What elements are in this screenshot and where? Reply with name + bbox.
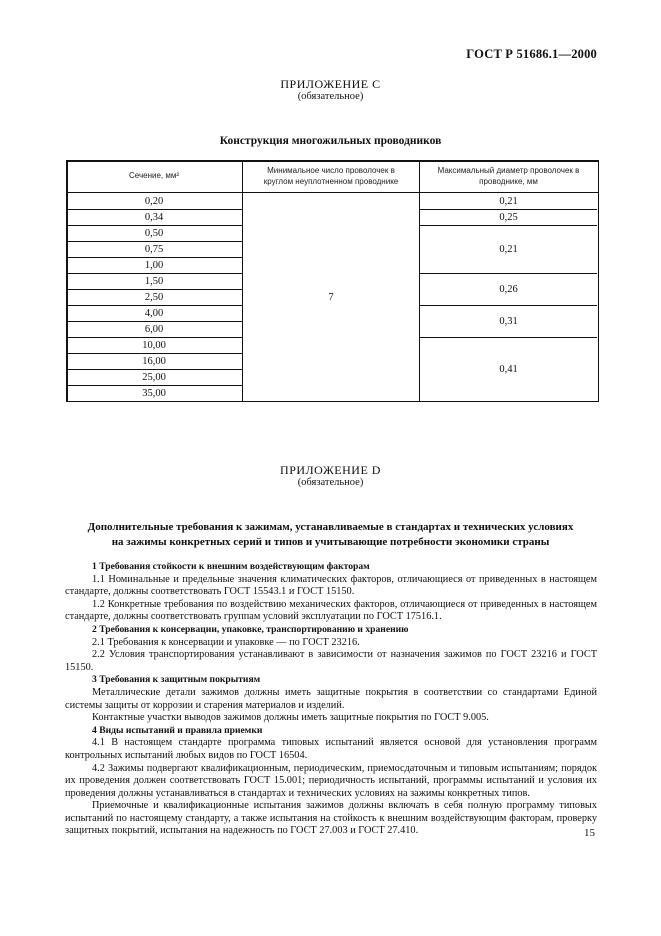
section-cell: 0,50	[144, 227, 164, 239]
diameter-cell: 0,26	[499, 283, 518, 295]
section-heading: 4 Виды испытаний и правила приемки	[92, 724, 263, 736]
diameter-cell: 0,25	[499, 211, 518, 223]
header-max-diameter: Максимальный диаметр проволочек в проводнике, мм	[437, 165, 580, 186]
table-title: Конструкция многожильных проводников	[219, 135, 442, 147]
section-cell: 2,50	[144, 291, 164, 303]
heading-line-2: на зажимы конкретных серий и типов и учитывающие потребности экономики страны	[111, 536, 550, 549]
paragraph: 4.2 Зажимы подвергают квалификационным, периодическим, приемосдаточным и типовым испытаниям; порядок их проведения должен соответствовать ГОСТ 15.001; периодичность испытаний, программы испытаний и условия их проведения должны устанавливаться в стандартах и технических условиях на зажимы конкретных типов.	[65, 762, 597, 799]
section-cell: 0,34	[144, 211, 164, 223]
paragraph: 4.1 В настоящем стандарте программа типовых испытаний является основой для установления программ контрольных испытаний любых видов по ГОСТ 16504.	[65, 737, 597, 761]
section-cell: 1,50	[144, 275, 164, 287]
diameter-cell: 0,41	[499, 363, 518, 375]
section-cell: 0,75	[144, 243, 164, 255]
section-heading: 3 Требования к защитным покрытиям	[92, 674, 261, 686]
paragraph: Приемочные и квалификационные испытания зажимов должны включать в себя полную программу типовых испытаний по настоящему стандарту, а также испытания на стойкость к внешним воздействующим факторам, проверку защитных покрытий, испытания на надежность по ГОСТ 27.003 и ГОСТ 27.410.	[65, 800, 597, 837]
appendix-d-status: (обязательное)	[297, 477, 364, 488]
document-code: ГОСТ Р 51686.1—2000	[466, 47, 597, 61]
header-section: Сечение, мм²	[128, 171, 180, 181]
section-cell: 10,00	[142, 339, 166, 351]
section-heading: 2 Требования к консервации, упаковке, транспортированию и хранению	[92, 623, 409, 635]
section-cell: 16,00	[142, 355, 166, 367]
appendix-c-title: ПРИЛОЖЕНИЕ С	[280, 77, 381, 91]
diameter-cell: 0,31	[499, 315, 518, 327]
paragraph: Металлические детали зажимов должны иметь защитные покрытия в соответствии со стандартами Единой системы защиты от коррозии и старения материалов и изделий.	[65, 686, 597, 711]
min-wires-cell: 7	[328, 291, 334, 303]
paragraph: 2.1 Требования к консервации и упаковке — по ГОСТ 23216.	[92, 636, 360, 648]
paragraph: 1.2 Конкретные требования по воздействию механических факторов, отличающиеся от приведенных в настоящем стандарте, должны соответствовать группам условий эксплуатации по ГОСТ 17516.1.	[65, 598, 597, 623]
page-number: 15	[584, 827, 595, 839]
heading-line-1: Дополнительные требования к зажимам, устанавливаемые в стандартах и технических условиях	[87, 521, 574, 533]
section-cell: 4,00	[144, 307, 164, 319]
section-cell: 35,00	[142, 387, 166, 399]
section-cell: 6,00	[144, 323, 164, 335]
section-cell: 0,20	[144, 195, 164, 207]
section-cell: 1,00	[144, 259, 164, 271]
appendix-c-status: (обязательное)	[297, 91, 364, 102]
appendix-d-heading	[0, 520, 661, 551]
header-min-wires: Минимальное число проволочек в круглом неуплотненном проводнике	[263, 165, 399, 186]
paragraph: Контактные участки выводов зажимов должны иметь защитные покрытия по ГОСТ 9.005.	[92, 712, 489, 724]
section-cell: 25,00	[142, 371, 166, 383]
appendix-d-body	[65, 561, 597, 838]
paragraph: 2.2 Условия транспортирования устанавливают в зависимости от назначения зажимов по ГОСТ 23216 и ГОСТ 15150.	[65, 649, 597, 673]
section-heading: 1 Требования стойкости к внешним воздействующим факторам	[92, 561, 370, 572]
appendix-d-title: ПРИЛОЖЕНИЕ D	[280, 463, 381, 477]
paragraph: 1.1 Номинальные и предельные значения климатических факторов, отличающиеся от приведенных в настоящем стандарте, должны соответствовать ГОСТ 15543.1 и ГОСТ 15150.	[65, 573, 597, 598]
diameter-cell: 0,21	[499, 243, 518, 255]
wire-construction-table	[66, 160, 599, 402]
diameter-cell: 0,21	[499, 195, 518, 207]
